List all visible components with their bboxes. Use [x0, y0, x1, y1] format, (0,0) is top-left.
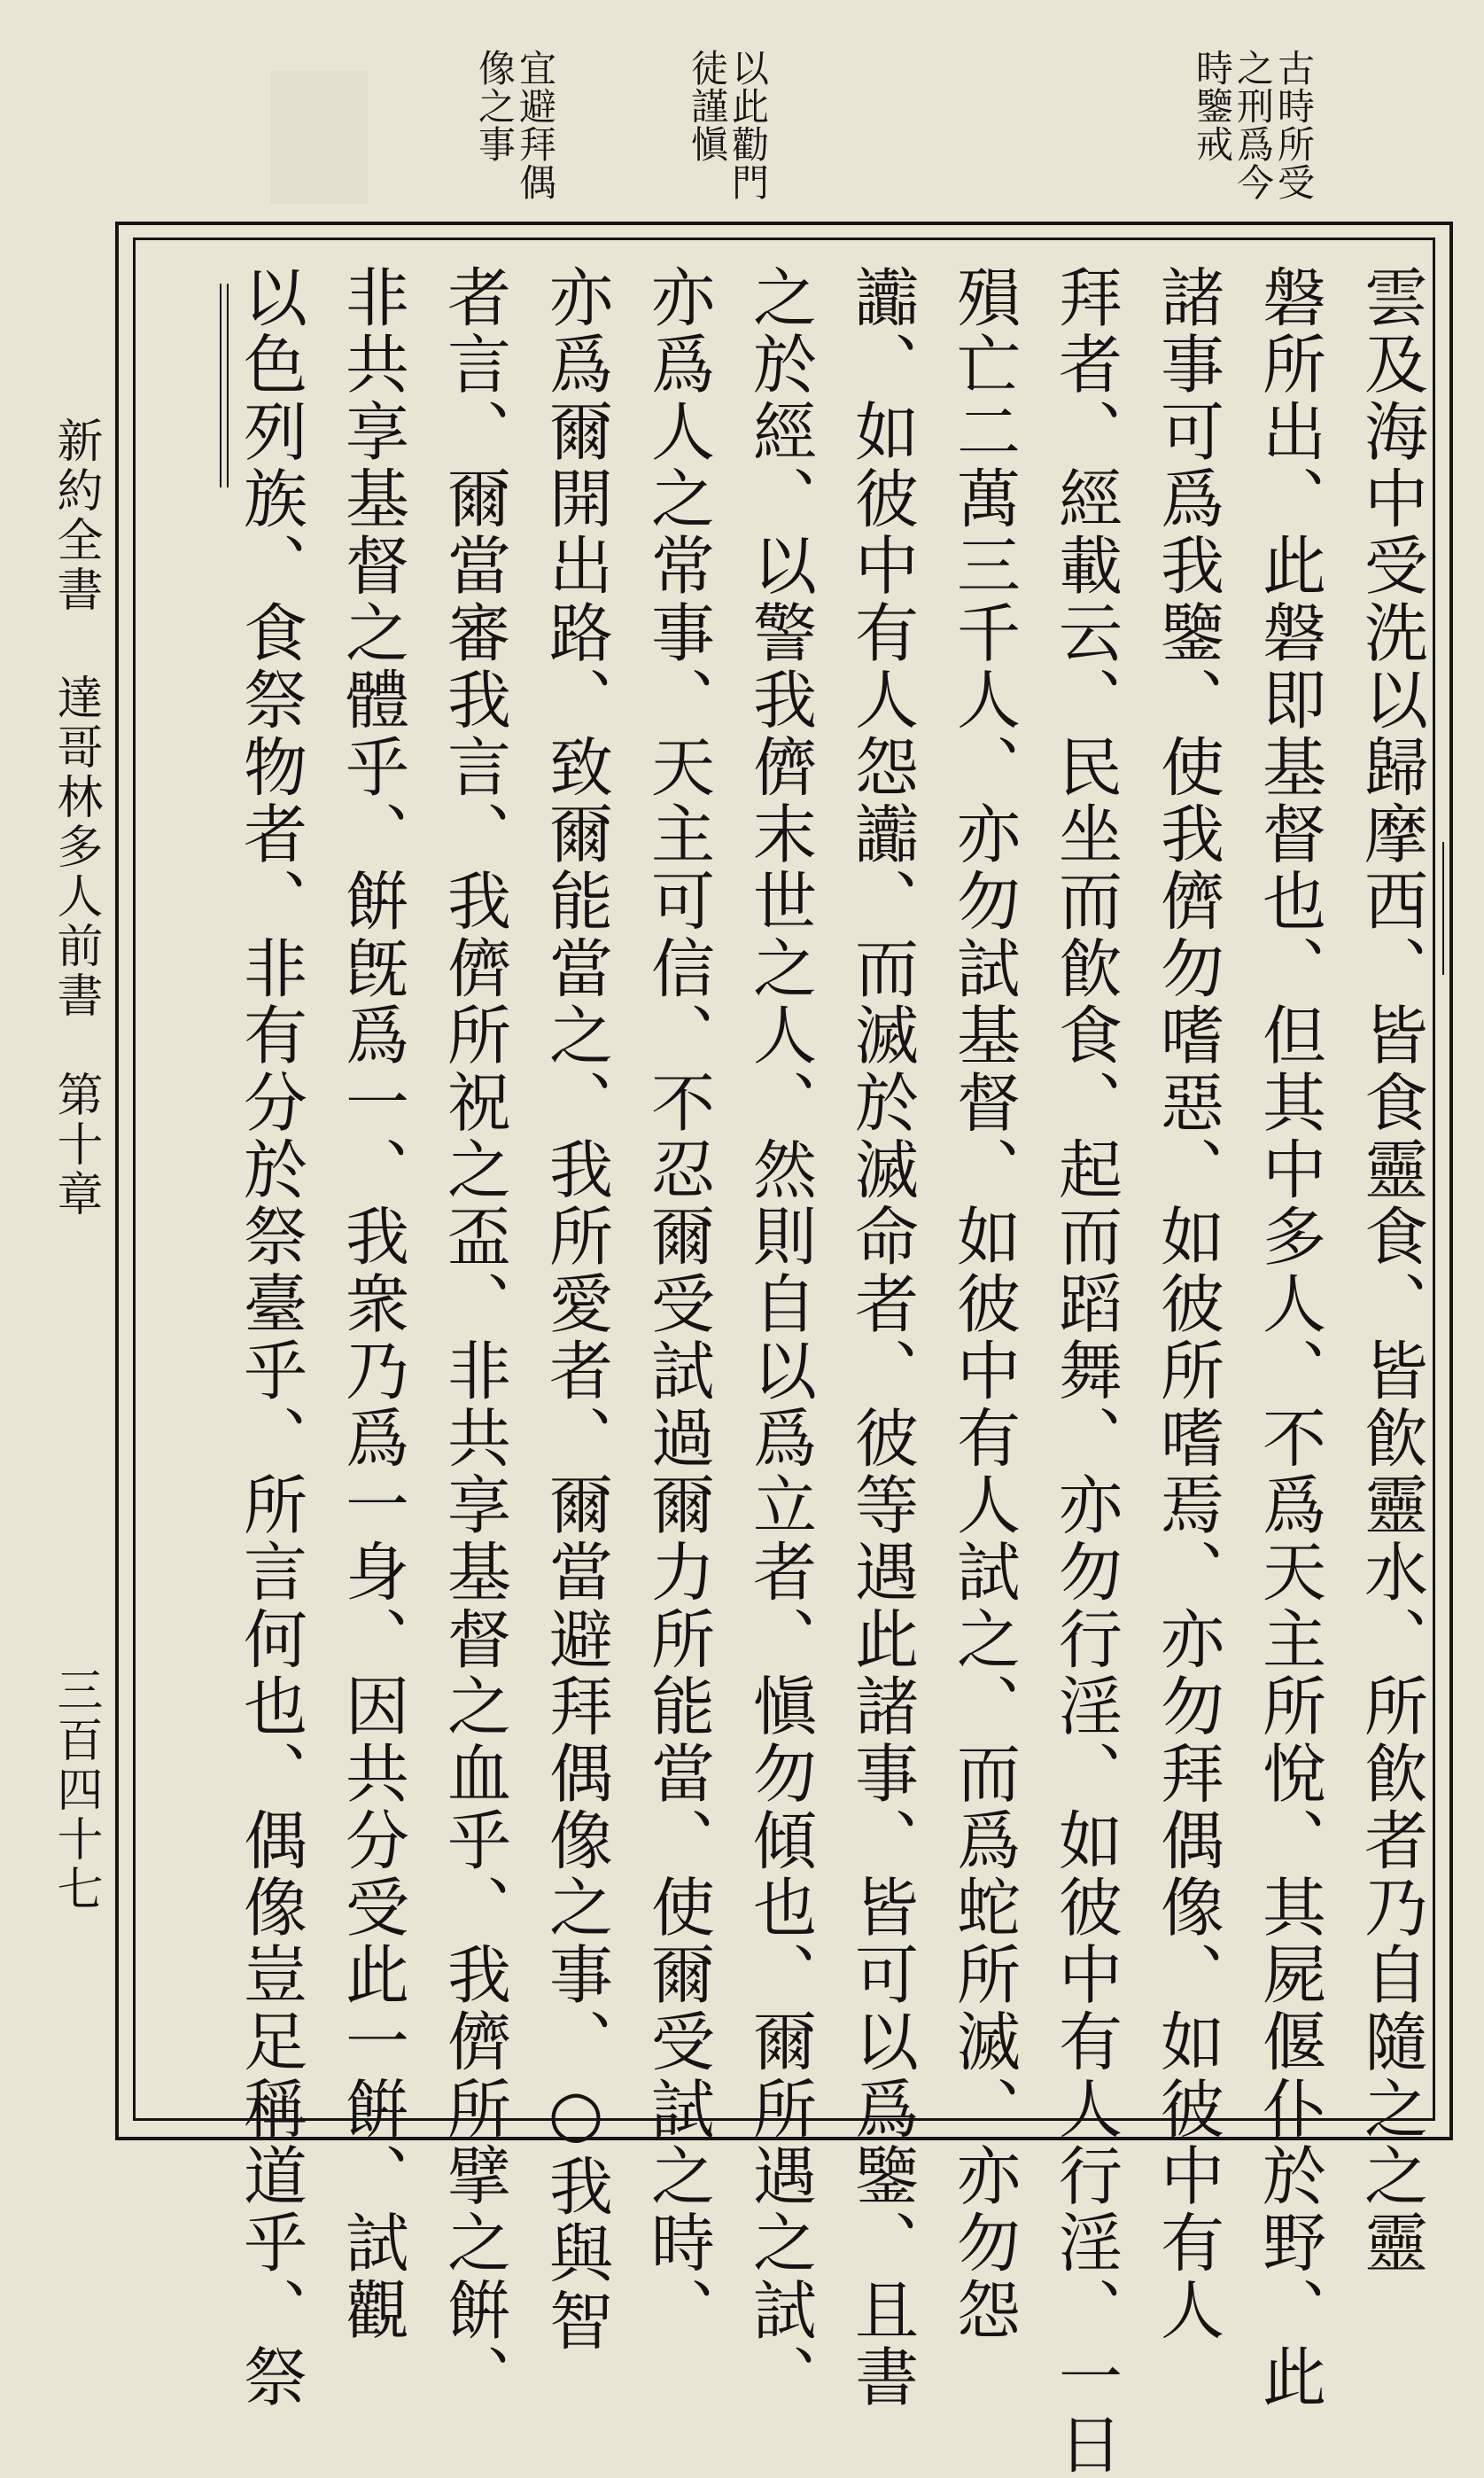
text-column-12: 以色列族、食祭物者、非有分於祭臺乎、所言何也、偶像豈足稱道乎、祭: [233, 264, 307, 2412]
margin-note-line: 以此勸門: [726, 49, 770, 201]
margin-note-3: [474, 49, 556, 201]
margin-note-line: 時鑒戒: [1191, 49, 1234, 163]
text-column-4: 拜者、經載云、民坐而飮食、起而蹈舞、亦勿行淫、如彼中有人行淫、一日: [1048, 264, 1123, 2478]
margin-note-1: [1192, 49, 1314, 201]
margin-note-line: 徒謹愼: [686, 49, 729, 163]
page-number: 三百四十七: [49, 1666, 102, 1914]
text-column-5: 殞亡二萬三千人、亦勿試基督、如彼中有人試之、而爲蛇所滅、亦勿怨: [946, 264, 1021, 2344]
text-column-11: 非共享基督之體乎、餠旣爲一、我衆乃爲一身、因共分受此一餠、試觀: [335, 264, 409, 2344]
margin-note-line: 古時所受: [1272, 49, 1316, 201]
margin-note-line: 宜避拜偶: [514, 49, 557, 201]
text-column-8: 亦爲人之常事、天主可信、不忍爾受試過爾力所能當、使爾受試之時、: [641, 264, 715, 2344]
text-column-10: 者言、爾當審我言、我儕所祝之盃、非共享基督之血乎、我儕所擘之餠、: [437, 264, 511, 2412]
paper-stain: [270, 71, 368, 204]
text-column-6: 讟、如彼中有人怨讟、而滅於滅命者、彼等遇此諸事、皆可以爲鑒、且書: [844, 264, 919, 2412]
margin-note-line: 像之事: [473, 49, 517, 163]
text-column-9: 亦爲爾開出路、致爾能當之、我所愛者、爾當避拜偶像之事、○我與智: [539, 264, 613, 2355]
running-head-book: 新約全書: [49, 417, 102, 615]
text-column-7: 之於經、以警我儕末世之人、然則自以爲立者、愼勿傾也、爾所遇之試、: [742, 264, 817, 2412]
running-head-chapter: 達哥林多人前書 第十章: [49, 674, 102, 1220]
proper-name-line-moses: [1442, 842, 1451, 975]
text-column-3: 諸事可爲我鑒、使我儕勿嗜惡、如彼所嗜焉、亦勿拜偶像、如彼中有人: [1150, 264, 1224, 2344]
margin-note-2: [687, 49, 768, 201]
margin-note-line: 之刑爲今: [1231, 49, 1275, 201]
text-column-2: 磐所出、此磐即基督也、但其中多人、不爲天主所悅、其屍偃仆於野、此: [1252, 264, 1326, 2412]
proper-name-line-israel: [220, 284, 229, 487]
text-column-1: 雲及海中受洗以歸摩西、皆食靈食、皆飮靈水、所飮者乃自隨之之靈: [1354, 264, 1428, 2277]
